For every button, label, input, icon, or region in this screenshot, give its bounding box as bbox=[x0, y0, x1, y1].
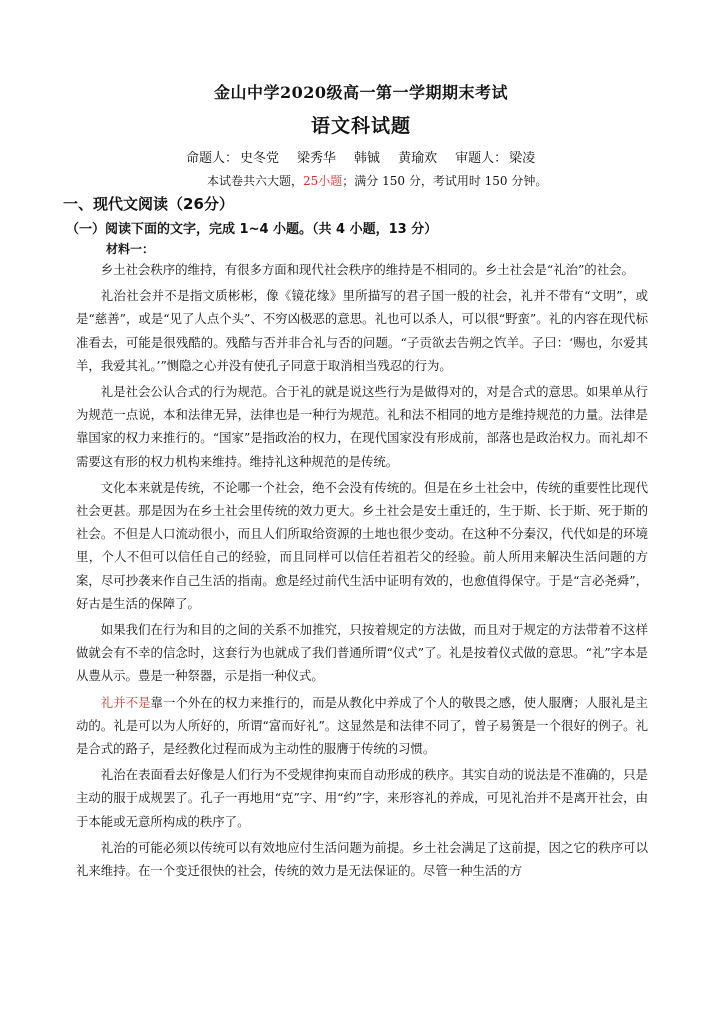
author-name: 史冬党 bbox=[240, 151, 280, 166]
authors-line bbox=[186, 147, 553, 166]
author-name: 韩铖 bbox=[354, 151, 381, 166]
author-name: 黄瑜欢 bbox=[398, 151, 438, 166]
subject-title: 语文科试题 bbox=[310, 115, 411, 137]
highlighted-phrase: 礼并不是 bbox=[100, 694, 151, 710]
note-text: ；满分 150 分，考试用时 150 分钟。 bbox=[342, 174, 548, 188]
paragraph: 礼是社会公认合式的行为规范。合于礼的就是说这些行为是做得对的，对是合式的意思。如果单从行为规范一点说，本和法律无异，法律也是一种行为规范。礼和法不相同的地方是维持规范的力量。法律是靠国家的权力来推行的。“国家”是指政治的权力，在现代国家没有形成前，部落也是政治权力。而礼却不需要这有形的权力机构来维持。维持礼这种规范的是传统。 bbox=[76, 384, 648, 469]
school-exam-title: 金山中学2020级高一第一学期期末考试 bbox=[213, 83, 509, 102]
paragraph-rest: 靠一个外在的权力来推行的，而是从教化中养成了个人的敬畏之感，使人服膺；人服礼是主动的。礼是可以为人所好的，所谓“富而好礼”。这显然是和法律不同了，曾子易箦是一个很好的例子。礼是合式的路子，是经教化过程而成为主动性的服膺于传统的习惯。 bbox=[76, 694, 648, 757]
paragraph: 乡土社会秩序的维持，有很多方面和现代社会秩序的维持是不相同的。乡土社会是“礼治”的社会。 bbox=[100, 262, 634, 277]
author-label: 命题人： bbox=[186, 151, 239, 166]
paragraph: 如果我们在行为和目的之间的关系不加推究，只按着规定的方法做，而且对于规定的方法带着不这样做就会有不幸的信念时，这套行为也就成了我们普通所谓“仪式”了。礼是按着仪式做的意思。“礼”字本是从豊从示。豊是一种祭器，示是指一种仪式。 bbox=[76, 622, 648, 684]
exam-note bbox=[207, 172, 547, 189]
paragraph: 礼治社会并不是指文质彬彬，像《镜花缘》里所描写的君子国一般的社会，礼并不带有“文明”，或是“慈善”，或是“见了人点个头”、不穷凶极恶的意思。礼也可以杀人，可以很“野蛮”。礼的内容在现代标准看去，可能是很残酷的。残酷与否并非合礼与否的问题。“子贡欲去告朔之饩羊。子曰：‘赐也，尔爱其羊，我爱其礼。’”恻隐之心并没有使孔子同意于取消相当残忍的行为。 bbox=[76, 288, 648, 373]
note-highlight: 25小题 bbox=[303, 174, 343, 188]
reviewer-name: 梁凌 bbox=[509, 151, 536, 166]
section-subheading: （一）阅读下面的文字，完成 1~4 小题。（共 4 小题，13 分） bbox=[66, 222, 438, 237]
section-heading: 一、现代文阅读（26分） bbox=[63, 195, 234, 213]
material-label: 材料一： bbox=[106, 242, 155, 256]
reading-passage bbox=[76, 258, 648, 882]
reviewer-label: 审题人： bbox=[455, 151, 508, 166]
author-name: 梁秀华 bbox=[297, 151, 337, 166]
note-text: 本试卷共六大题， bbox=[207, 174, 304, 188]
paragraph: 文化本来就是传统，不论哪一个社会，绝不会没有传统的。但是在乡土社会中，传统的重要性比现代社会更甚。那是因为在乡土社会里传统的效力更大。乡土社会是安土重迁的，生于斯、长于斯、死于斯的社会。不但是人口流动很小，而且人们所取给资源的土地也很少变动。在这种不分秦汉，代代如是的环境里，个人不但可以信任自己的经验，而且同样可以信任若祖若父的经验。前人所用来解决生活问题的方案，尽可抄袭来作自己生活的指南。愈是经过前代生活中证明有效的，也愈值得保守。于是“言必尧舜”，好古是生活的保障了。 bbox=[76, 479, 648, 611]
paragraph: 礼治的可能必须以传统可以有效地应付生活问题为前提。乡土社会满足了这前提，因之它的秩序可以礼来维持。在一个变迁很快的社会，传统的效力是无法保证的。尽管一种生活的方 bbox=[76, 839, 648, 879]
paragraph: 礼治在表面看去好像是人们行为不受规律拘束而自动形成的秩序。其实自动的说法是不准确的，只是主动的服于成规罢了。孔子一再地用“克”字、用“约”字，来形容礼的养成，可见礼治并不是离开社会，由于本能或无意所构成的秩序了。 bbox=[76, 767, 648, 829]
paragraph-highlighted bbox=[76, 691, 648, 761]
